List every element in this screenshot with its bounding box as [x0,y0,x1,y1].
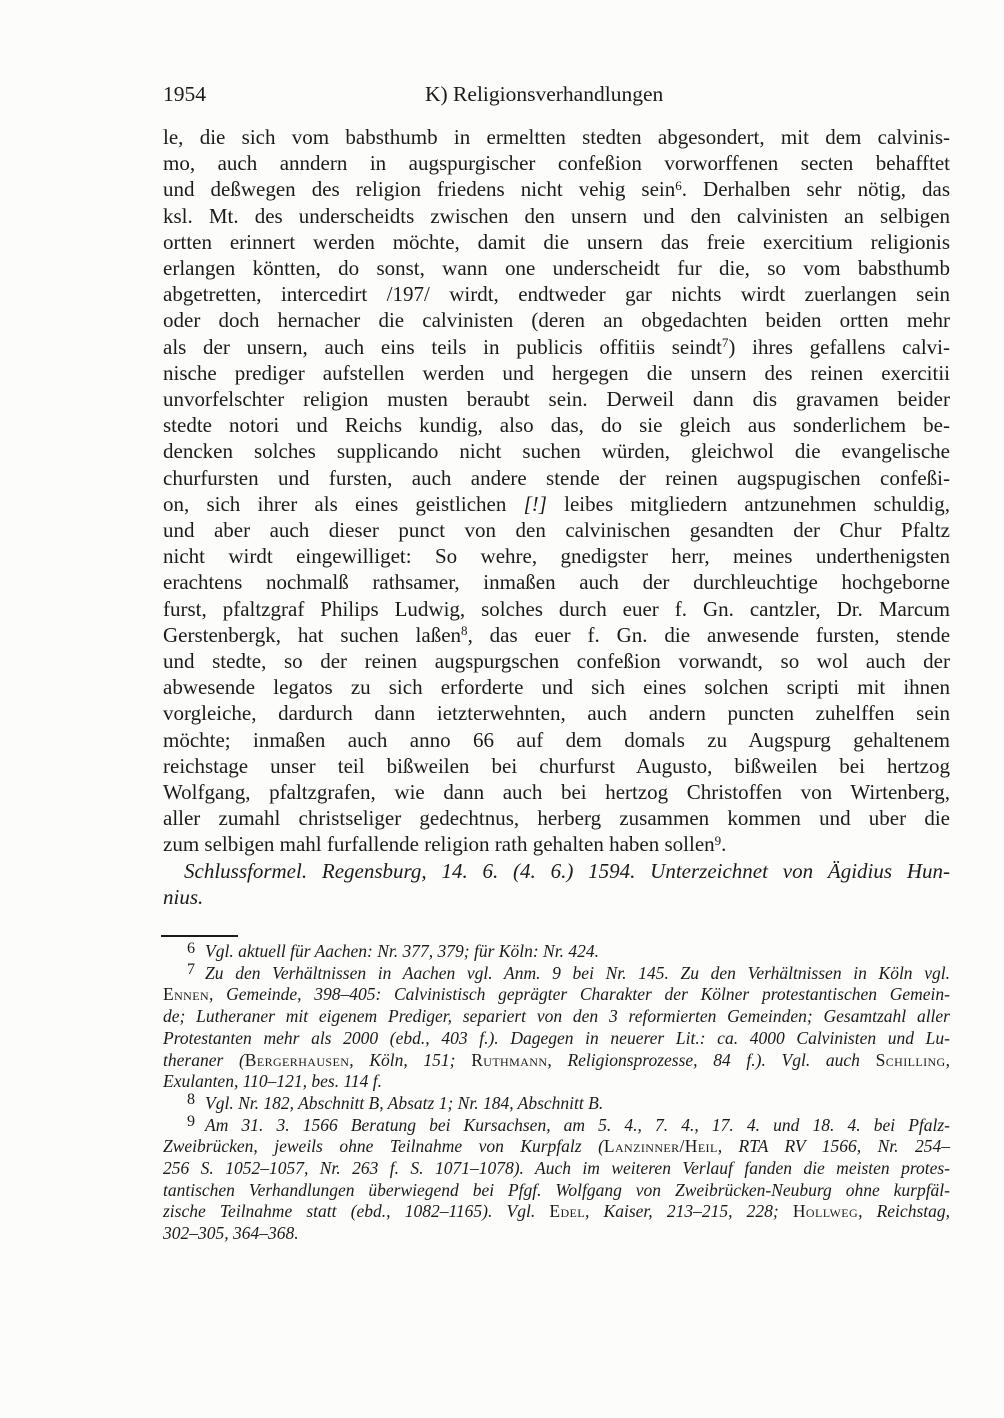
text-line [163,255,950,281]
author-name-smallcaps: Edel [549,1201,585,1222]
text-line [163,124,950,150]
text-run: ksl. Mt. des underscheidts zwischen den unsern und den calvinisten an selbigen [163,203,950,228]
text-run: 256 S. 1052–1057, Nr. 263 f. S. 1071–1078). Auch im weiteren Verlauf fanden die meisten protes- [163,1158,950,1179]
text-line [163,386,950,412]
text-run: theraner ( [163,1049,245,1070]
text-run: nische prediger aufstellen werden und hergegen die unsern des reinen exercitii [163,360,950,385]
text-run: erlangen köntten, do sonst, wann one underscheidt fur die, so vom babsthumb [163,256,950,281]
footnote-line [163,984,950,1006]
text-run: als der unsern, auch eins teils in publicis offitiis seindt [163,334,722,359]
footnote-line [163,1180,950,1202]
text-run: zum selbigen mahl furfallende religion rath gehalten haben sollen [163,832,715,857]
text-line [163,648,950,674]
text-run: , Gemeinde, 398–405: Calvinistisch geprägter Charakter der Kölner protestantischen Gemein- [209,984,950,1005]
text-run: [!] [523,491,547,516]
text-run: leibes mitgliedern antzunehmen schuldig, [546,491,951,516]
text-run: Vgl. Nr. 182, Abschnitt B, Absatz 1; Nr. 184, Abschnitt B. [205,1092,604,1113]
text-line [163,779,950,805]
text-line [163,884,950,910]
text-line [163,517,950,543]
text-run: Protestanten mehr als 2000 (ebd., 403 f.). Dagegen in neuerer Lit.: ca. 4000 Calvinisten und Lu- [163,1027,950,1048]
author-name-smallcaps: Bergerhausen [244,1049,350,1070]
footnote-line [163,1093,950,1115]
text-run: abwesende legatos zu sich erforderte und sich eines solchen scripti mit ihnen [163,675,950,700]
text-run: tantischen Verhandlungen überwiegend bei Pfgf. Wolfgang von Zweibrücken-Neuburg ohne kurpfäl- [163,1179,950,1200]
footnote-line [163,963,950,985]
text-run: 302–305, 364–368. [163,1223,299,1244]
text-run: aller zumahl christseliger gedechtnus, herberg zusammen kommen und uber die [163,806,950,831]
author-name-smallcaps: Schilling [875,1049,946,1070]
footnote-reference: 8 [461,623,468,639]
text-line [163,229,950,255]
text-run: , Kaiser, 213–215, 228; [585,1201,793,1222]
text-run: möchte; inmaßen auch anno 66 auf dem domals zu Augspurg gehaltenem [163,727,950,752]
text-run: mo, auch anndern in augspurgischer confeßion vorworffenen secten behafftet [163,151,950,176]
footnote-line [163,1071,950,1093]
footnote-reference: 6 [675,177,682,193]
text-run: Zweibrücken, jeweils ohne Teilnahme von Kurpfalz ( [163,1136,604,1157]
text-run: stedte notori und Reichs kundig, also das, do sie gleich aus sonderlichem be- [163,413,950,438]
footnote-line [163,1158,950,1180]
text-run: zische Teilnahme statt (ebd., 1082–1165). Vgl. [163,1201,550,1222]
text-run: nicht wirdt eingewilliget: So wehre, gnedigster herr, meines underthenigsten [163,544,950,569]
text-run: , Religionsprozesse, 84 f.). Vgl. auch [547,1049,876,1070]
text-line [163,334,950,360]
text-run: ) ihres gefallens calvi- [728,334,950,359]
text-line [163,569,950,595]
text-line [163,203,950,229]
footnote-reference: 9 [714,832,722,848]
text-line [163,543,950,569]
footnote-line [163,1115,950,1137]
footnote-line [163,1006,950,1028]
text-run: furst, pfaltzgraf Philips Ludwig, solches durch euer f. Gn. cantzler, Dr. Marcum [163,596,950,621]
text-run: , das euer f. Gn. die anwesende fursten, stende [467,622,951,647]
text-run: , Köln, 151; [349,1049,472,1070]
text-run: Wolfgang, pfaltzgrafen, wie dann auch bei hertzog Christoffen von Wirtenberg, [163,780,950,805]
footnote-line [163,1201,950,1223]
text-run: und stedte, so der reinen augspurgschen confeßion vorwandt, so wol auch der [163,649,950,674]
text-run: , RTA RV 1566, Nr. 254– [717,1136,950,1157]
text-run: churfursten und fursten, auch andere stende der reinen augspugischen confeßi- [163,465,950,490]
author-name-smallcaps: Hollweg [792,1201,859,1222]
running-title: K) Religionsverhandlungen [425,82,664,106]
text-run: Schlussformel. Regensburg, 14. 6. (4. 6.) 1594. Unterzeichnet von Ägidius Hun- [184,858,950,883]
text-run: on, sich ihrer als eines geistlichen [163,491,524,516]
text-run: unvorfelschter religion musten beraubt sein. Derweil dann dis gravamen beider [163,387,950,412]
body-text-block [163,124,950,910]
footnote-reference: 7 [721,334,729,350]
text-run: ortten erinnert werden möchte, damit die unsern das freie exercitium religionis [163,229,950,254]
text-run: . [721,832,727,857]
footnote-number: 8 [187,1091,196,1109]
text-run: nius. [163,884,204,909]
text-run: und aber auch dieser punct von den calvinischen gesandten der Chur Pfaltz [163,518,950,543]
text-line [163,438,950,464]
footnote-separator [161,935,238,937]
text-run: Gerstenbergk, hat suchen laßen [163,622,462,647]
text-line [163,412,950,438]
text-run: , Reichstag, [858,1201,950,1222]
page-number: 1954 [163,82,206,106]
text-line [163,622,950,648]
text-line [163,805,950,831]
author-name-smallcaps: Lanzinner/Heil [603,1136,718,1157]
text-run: abgetretten, intercedirt /197/ wirdt, endtweder gar nichts wirdt zuerlangen sein [163,282,950,307]
text-run: de; Lutheraner mit eigenem Prediger, separiert von den 3 reformierten Gemeinden; Gesamtzahl aller [163,1006,950,1027]
text-run: Exulanten, 110–121, bes. 114 f. [163,1071,383,1092]
footnote-number: 9 [187,1113,196,1131]
text-line [163,360,950,386]
footnotes-block [163,941,950,1245]
author-name-smallcaps: Ruthmann [471,1049,548,1070]
footnote-line [163,1028,950,1050]
text-line [163,596,950,622]
footnote-line [163,1050,950,1072]
text-run: und deßwegen des religion friedens nicht vehig sein [163,177,676,202]
text-run: Vgl. aktuell für Aachen: Nr. 377, 379; für Köln: Nr. 424. [205,941,599,961]
text-line [163,727,950,753]
text-line [163,465,950,491]
text-run: oder doch hernacher die calvinisten (deren an obgedachten beiden ortten mehr [163,308,950,333]
text-run: reichstage unser teil bißweilen bei churfurst Augusto, bißweilen bei hertzog [163,753,950,778]
text-run: , [945,1049,950,1070]
footnote-line [163,1223,950,1245]
text-line [163,700,950,726]
footnote-line [163,1136,950,1158]
text-line [163,176,950,202]
text-line [163,831,950,857]
author-name-smallcaps: Ennen [163,984,210,1005]
text-run: dencken solches supplicando nicht suchen würden, gleichwol die evangelische [163,439,950,464]
text-run: Zu den Verhältnissen in Aachen vgl. Anm. 9 bei Nr. 145. Zu den Verhältnissen in Köln vgl. [205,962,950,983]
text-line [163,307,950,333]
text-line [163,150,950,176]
footnote-line [163,941,950,963]
footnote-number: 7 [187,961,196,979]
footnote-number: 6 [187,939,196,957]
text-line [163,753,950,779]
text-run: . Derhalben sehr nötig, das [681,177,951,202]
text-line [163,674,950,700]
text-run: Am 31. 3. 1566 Beratung bei Kursachsen, am 5. 4., 7. 4., 17. 4. und 18. 4. bei Pfalz- [205,1114,950,1135]
page-header [163,82,950,110]
text-run: erachtens nochmalß rathsamer, inmaßen auch der durchleuchtige hochgeborne [163,570,950,595]
text-line [163,491,950,517]
text-run: vorgleiche, dardurch dann ietzterwehnten, auch andern puncten zuhelffen sein [163,701,950,726]
text-line [163,858,950,884]
text-run: le, die sich vom babsthumb in ermeltten stedten abgesondert, mit dem calvinis- [163,125,950,149]
text-line [163,281,950,307]
